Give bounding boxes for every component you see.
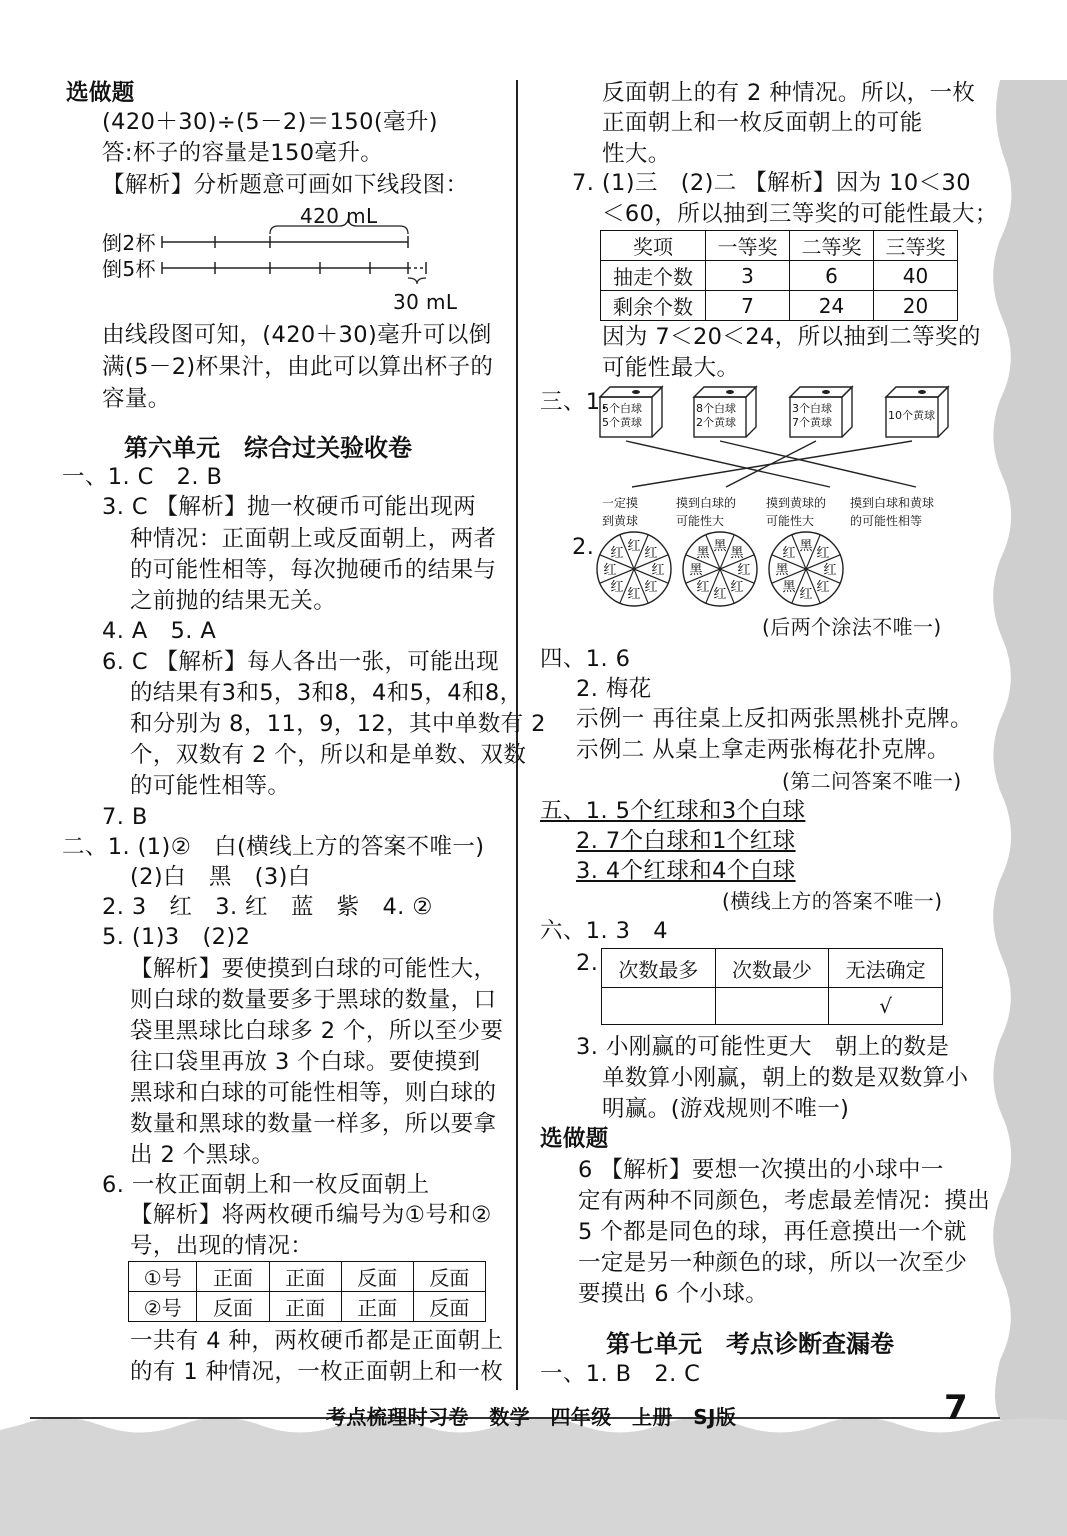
footer-text: 考点梳理时习卷 数学 四年级 上册 SJ版	[326, 1405, 737, 1429]
table-cell: 反面	[197, 1292, 269, 1322]
spinner	[597, 532, 671, 606]
answer-line: 6 【解析】要想一次摸出的小球中一	[578, 1157, 944, 1183]
table-cell: 正面	[269, 1262, 341, 1292]
answer-line: 则白球的数量要多于黑球的数量，口	[130, 987, 497, 1013]
answer-line: 5. (1)3 (2)2	[102, 924, 251, 950]
note: (横线上方的答案不唯一)	[722, 889, 943, 913]
answer-line: ＜60，所以抽到三等奖的可能性最大；	[602, 201, 998, 227]
answer-line: 示例二 从桌上拿走两张梅花扑克牌。	[576, 737, 950, 763]
table-cell: 反面	[341, 1262, 413, 1292]
answer-line: 号，出现的情况：	[130, 1233, 314, 1259]
checkmark-cell: √	[829, 988, 943, 1025]
answer-line: 的可能性相等。	[130, 773, 291, 799]
answer-line: 出 2 个黑球。	[130, 1142, 275, 1168]
table-cell: 正面	[197, 1262, 269, 1292]
table-cell: 24	[790, 291, 874, 321]
answer-line: 6. C 【解析】每人各出一张，可能出现	[102, 649, 499, 675]
spinner	[769, 532, 843, 606]
answer-line: 的结果有3和5，3和8，4和5，4和8，	[130, 680, 523, 706]
answer-line: 黑球和白球的可能性相等，则白球的	[130, 1080, 497, 1106]
answer-line: 由线段图可知，(420＋30)毫升可以倒	[102, 322, 492, 348]
box-label: 8个白球 2个黄球	[696, 402, 736, 429]
table-cell: 奖项	[601, 231, 706, 261]
table-cell: ①号	[129, 1262, 197, 1292]
spinner-sector-label: 红	[610, 546, 624, 562]
spinner-sector-label: 黑	[689, 563, 703, 578]
segment-row-label: 倒5杯	[102, 257, 156, 281]
table-cell: 反面	[413, 1262, 485, 1292]
answer-line: 和分别为 8，11，9，12，其中单数有 2	[130, 711, 546, 737]
answer-line: 因为 7＜20＜24，所以抽到二等奖的	[602, 324, 981, 350]
spinner-sector-label: 黑	[696, 546, 710, 562]
spinner-sector-label: 黑	[799, 539, 813, 554]
table-cell: 剩余个数	[601, 291, 706, 321]
spinner-sector-label: 黑	[713, 539, 727, 554]
table-cell: 次数最多	[602, 949, 716, 988]
table-cell: 一等奖	[706, 231, 790, 261]
answer-line: 可能性最大。	[602, 355, 740, 381]
answer-line: 【解析】分析题意可画如下线段图：	[102, 172, 469, 198]
spinner-sector-label: 红	[799, 587, 813, 602]
prize-table	[600, 230, 958, 321]
spinner-sector-label: 红	[737, 563, 751, 578]
segment-bottom-label: 30 mL	[393, 290, 458, 314]
table-cell: 3	[706, 261, 790, 291]
table-cell: 反面	[413, 1292, 485, 1322]
box-label: 3个白球 7个黄球	[792, 402, 832, 429]
answer-line: (420＋30)÷(5－2)＝150(毫升)	[102, 109, 438, 135]
table-cell: 正面	[269, 1292, 341, 1322]
answer-line: 【解析】将两枚硬币编号为①号和②	[130, 1202, 492, 1228]
section-number: 2.	[572, 534, 595, 560]
answer-line: 明赢。(游戏规则不唯一)	[602, 1096, 850, 1122]
table-cell: ②号	[129, 1292, 197, 1322]
answer-line: 7. B	[102, 804, 148, 830]
answer-line: 之前抛的结果无关。	[130, 588, 337, 614]
spinner	[683, 532, 757, 606]
answer-line: 7. (1)三 (2)二 【解析】因为 10＜30	[572, 170, 971, 196]
answer-line: 的可能性相等，每次抛硬币的结果与	[130, 557, 497, 583]
answer-line: 个，双数有 2 个，所以和是单数、双数	[130, 742, 527, 768]
answer-line: 一、1. B 2. C	[540, 1361, 701, 1387]
answer-line: (2)白 黑 (3)白	[130, 864, 311, 890]
answer-line: 2. 7个白球和1个红球	[576, 828, 796, 854]
table-row	[602, 988, 943, 1025]
answer-line: 种情况：正面朝上或反面朝上，两者	[130, 526, 497, 552]
spinner-sector-label: 红	[644, 579, 658, 595]
answer-line: 3. 4个红球和4个白球	[576, 858, 796, 884]
segment-row-label: 倒2杯	[102, 231, 156, 255]
section-number: 2.	[576, 950, 599, 976]
table-row	[601, 261, 958, 291]
spinner-diagrams	[596, 527, 896, 611]
outcome-label: 一定摸 到黄球	[602, 496, 639, 528]
table-row	[602, 949, 943, 988]
segment-top-label: 420 mL	[300, 204, 378, 228]
spinner-sector-label: 红	[713, 587, 727, 602]
spinner-sector-label: 红	[782, 546, 796, 562]
section-number: 三、1.	[540, 389, 609, 415]
note: (第二问答案不唯一)	[782, 769, 962, 793]
answer-line: 一共有 4 种，两枚硬币都是正面朝上	[130, 1328, 504, 1354]
spinner-sector-label: 红	[816, 546, 830, 562]
table-cell: 20	[874, 291, 958, 321]
spinner-sector-label: 黑	[775, 563, 789, 578]
answer-line: 5 个都是同色的球，再任意摸出一个就	[578, 1219, 967, 1245]
answer-line: 四、1. 6	[540, 646, 631, 672]
spinner-sector-label: 红	[823, 563, 837, 578]
answer-line: 一、1. C 2. B	[62, 464, 223, 490]
answer-line: 2. 3 红 3. 红 蓝 紫 4. ②	[102, 894, 433, 920]
table-cell: 7	[706, 291, 790, 321]
unit7-title: 第七单元 考点诊断查漏卷	[606, 1330, 894, 1358]
box-label: 10个黄球	[888, 409, 935, 422]
outcome-label: 摸到白球的 可能性大	[676, 496, 737, 528]
spinner-sector-label: 红	[627, 539, 641, 554]
table-cell: 40	[874, 261, 958, 291]
answer-line: 袋里黑球比白球多 2 个，所以至少要	[130, 1018, 504, 1044]
table-row	[601, 231, 958, 261]
spinner-sector-label: 红	[696, 579, 710, 595]
answer-line: 要摸出 6 个小球。	[578, 1281, 769, 1307]
table-row	[129, 1292, 486, 1322]
answer-line: 一定是另一种颜色的球，所以一次至少	[578, 1250, 968, 1276]
table-row	[601, 291, 958, 321]
page-number: 7	[944, 1388, 968, 1428]
answer-line: 【解析】要使摸到白球的可能性大，	[130, 956, 497, 982]
answer-line: 定有两种不同颜色，考虑最差情况：摸出	[578, 1188, 991, 1214]
box-label: 5个白球 5个黄球	[602, 402, 642, 429]
spinner-sector-label: 红	[603, 563, 617, 578]
answer-line: 示例一 再往桌上反扣两张黑桃扑克牌。	[576, 706, 973, 732]
answer-line: 六、1. 3 4	[540, 918, 668, 944]
frequency-table	[601, 948, 943, 1025]
table-cell: 二等奖	[790, 231, 874, 261]
answer-line: 2. 梅花	[576, 676, 652, 702]
spinner-sector-label: 红	[627, 587, 641, 602]
answer-line: 五、1. 5个红球和3个白球	[540, 798, 806, 824]
answer-line: 反面朝上的有 2 种情况。所以，一枚	[602, 80, 976, 106]
answer-line: 二、1. (1)② 白(横线上方的答案不唯一)	[62, 834, 485, 860]
answer-line: 往口袋里再放 3 个白球。要使摸到	[130, 1049, 481, 1075]
optional-heading: 选做题	[66, 80, 135, 106]
box-matching-diagram	[590, 385, 970, 505]
answer-line: 答:杯子的容量是150毫升。	[102, 140, 384, 166]
table-cell	[602, 988, 716, 1025]
table-cell: 正面	[341, 1292, 413, 1322]
note: (后两个涂法不唯一)	[762, 615, 942, 639]
spinner-sector-label: 黑	[782, 579, 796, 595]
answer-line: 性大。	[602, 141, 671, 167]
answer-line: 4. A 5. A	[102, 618, 217, 644]
spinner-sector-label: 红	[644, 546, 658, 562]
coin-table	[128, 1261, 486, 1322]
unit6-title: 第六单元 综合过关验收卷	[124, 434, 412, 462]
optional-heading: 选做题	[540, 1126, 609, 1152]
table-cell: 三等奖	[874, 231, 958, 261]
answer-line: 3. 小刚赢的可能性更大 朝上的数是	[576, 1034, 950, 1060]
answer-line: 容量。	[102, 386, 171, 412]
table-row	[129, 1262, 486, 1292]
answer-line: 数量和黑球的数量一样多，所以要拿	[130, 1111, 497, 1137]
answer-line: 3. C 【解析】抛一枚硬币可能出现两	[102, 494, 477, 520]
outcome-label: 摸到黄球的 可能性大	[766, 496, 827, 528]
spinner-sector-label: 红	[730, 579, 744, 595]
table-cell: 次数最少	[715, 949, 829, 988]
table-cell: 无法确定	[829, 949, 943, 988]
answer-line: 6. 一枚正面朝上和一枚反面朝上	[102, 1172, 430, 1198]
answer-line: 正面朝上和一枚反面朝上的可能	[602, 110, 923, 136]
answer-line: 的有 1 种情况，一枚正面朝上和一枚	[130, 1359, 504, 1385]
answer-line: 满(5－2)杯果汁，由此可以算出杯子的	[102, 354, 494, 380]
spinner-sector-label: 红	[651, 563, 665, 578]
table-cell	[715, 988, 829, 1025]
answer-line: 单数算小刚赢，朝上的数是双数算小	[602, 1065, 969, 1091]
outcome-label: 摸到白球和黄球 的可能性相等	[850, 496, 935, 528]
spinner-sector-label: 黑	[730, 546, 744, 562]
table-cell: 6	[790, 261, 874, 291]
spinner-sector-label: 红	[610, 579, 624, 595]
spinner-sector-label: 红	[816, 579, 830, 595]
table-cell: 抽走个数	[601, 261, 706, 291]
